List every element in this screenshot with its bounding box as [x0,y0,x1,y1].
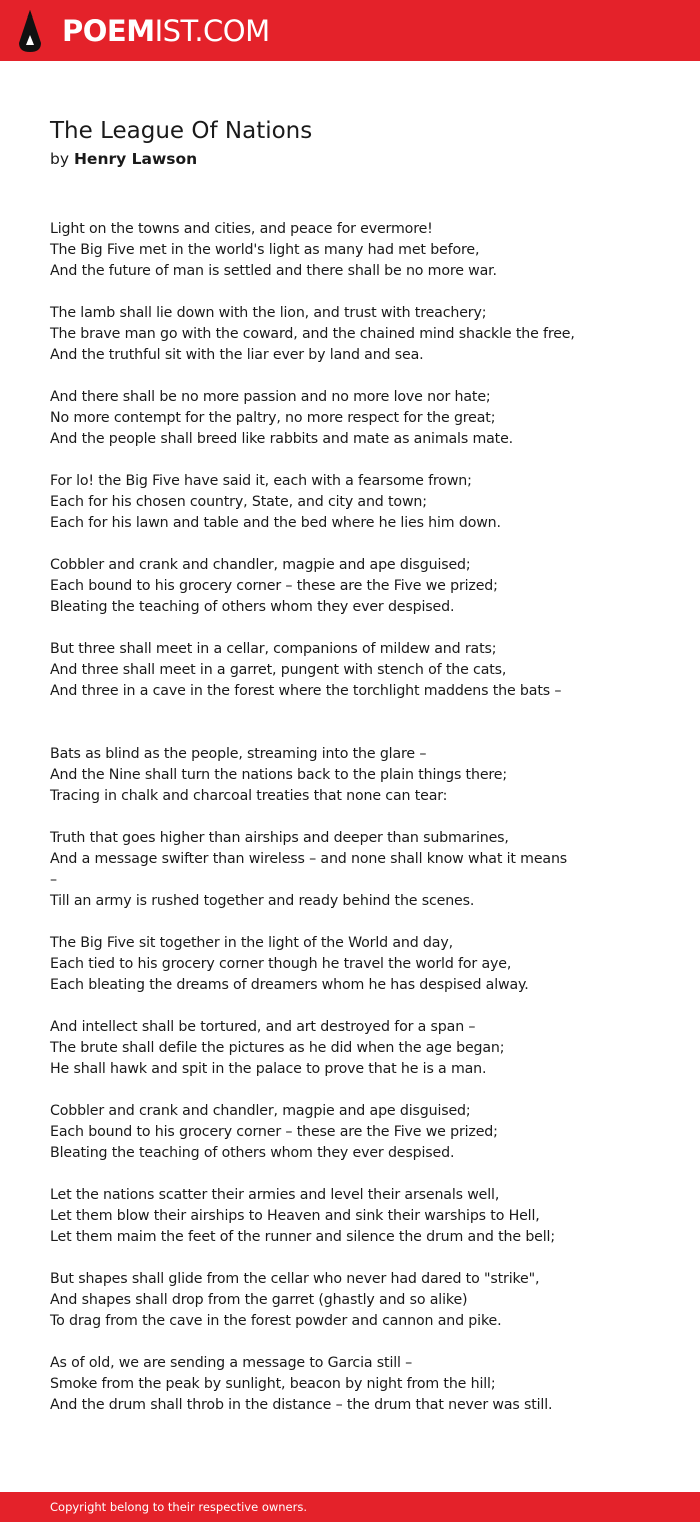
stanza-break [50,534,650,555]
poem-line: And the Nine shall turn the nations back to the plain things there; [50,767,507,783]
poem-line: Each tied to his grocery corner though he travel the world for aye, [50,956,512,972]
logo-bold-text: POEM [62,14,155,48]
poem-line: Till an army is rushed together and ready behind the scenes. [50,893,475,909]
poem-line: Each for his lawn and table and the bed where he lies him down. [50,515,501,531]
poem-title: The League Of Nations [50,118,313,144]
pencil-tip-icon [17,9,43,53]
poem-line: Truth that goes higher than airships and deeper than submarines, [50,830,509,846]
stanza-break [50,282,650,303]
poem-line: Bleating the teaching of others whom they ever despised. [50,1145,455,1161]
poem-line: Let the nations scatter their armies and level their arsenals well, [50,1187,500,1203]
poem-line: But shapes shall glide from the cellar who never had dared to "strike", [50,1271,540,1287]
stanza-break [50,1332,650,1353]
poem-line: Tracing in chalk and charcoal treaties that none can tear: [50,788,448,804]
poem-line: And intellect shall be tortured, and art destroyed for a span – [50,1019,476,1035]
stanza-break [50,996,650,1017]
poem-line: Each bound to his grocery corner – these are the Five we prized; [50,578,498,594]
poem-line: And the people shall breed like rabbits and mate as animals mate. [50,431,514,447]
poem-line: And a message swifter than wireless – and none shall know what it means [50,851,568,867]
poem-line: As of old, we are sending a message to Garcia still – [50,1355,413,1371]
poem-line: The lamb shall lie down with the lion, and trust with treachery; [50,305,487,321]
stanza-break [50,1080,650,1101]
poem-line: Cobbler and crank and chandler, magpie and ape disguised; [50,557,471,573]
poem-line: But three shall meet in a cellar, companions of mildew and rats; [50,641,497,657]
poem-line: The brute shall defile the pictures as he did when the age began; [50,1040,505,1056]
logo-light-text: IST.COM [154,14,270,48]
site-footer [0,1492,700,1522]
poem-line: And there shall be no more passion and no more love nor hate; [50,389,491,405]
poem-line: Let them maim the feet of the runner and silence the drum and the bell; [50,1229,555,1245]
poem-line: He shall hawk and spit in the palace to prove that he is a man. [50,1061,487,1077]
stanza-break [50,702,650,723]
poem-line: Bats as blind as the people, streaming into the glare – [50,746,427,762]
poem-line: Light on the towns and cities, and peace for evermore! [50,221,433,237]
poem-line: And shapes shall drop from the garret (ghastly and so alike) [50,1292,468,1308]
stanza-break [50,1248,650,1269]
poem-line: And the truthful sit with the liar ever by land and sea. [50,347,424,363]
stanza-break [50,366,650,387]
poem-line: Bleating the teaching of others whom they ever despised. [50,599,455,615]
by-label: by [50,150,70,168]
poem-line: And three in a cave in the forest where the torchlight maddens the bats – [50,683,562,699]
poem-line: Cobbler and crank and chandler, magpie and ape disguised; [50,1103,471,1119]
poem-line: Each bleating the dreams of dreamers whom he has despised alway. [50,977,529,993]
poem-line: Let them blow their airships to Heaven and sink their warships to Hell, [50,1208,540,1224]
poem-body [50,219,650,1416]
stanza-break [50,807,650,828]
poem-line: And three shall meet in a garret, pungent with stench of the cats, [50,662,507,678]
site-logo[interactable] [62,12,270,50]
poem-line: To drag from the cave in the forest powder and cannon and pike. [50,1313,502,1329]
poem-line: Each bound to his grocery corner – these are the Five we prized; [50,1124,498,1140]
poem-line: No more contempt for the paltry, no more respect for the great; [50,410,496,426]
stanza-break [50,450,650,471]
poem-line: The Big Five met in the world's light as many had met before, [50,242,480,258]
site-header [0,0,700,61]
poem-line: And the drum shall throb in the distance – the drum that never was still. [50,1397,553,1413]
poem-line: And the future of man is settled and there shall be no more war. [50,263,497,279]
poem-line: The brave man go with the coward, and the chained mind shackle the free, [50,326,575,342]
poem-line: Each for his chosen country, State, and city and town; [50,494,427,510]
copyright-notice: Copyright belong to their respective owners. [50,1500,308,1514]
author-name: Henry Lawson [73,150,198,168]
poem-line: Smoke from the peak by sunlight, beacon by night from the hill; [50,1376,496,1392]
byline [50,148,197,170]
poem-line: – [50,872,57,888]
poem-line: The Big Five sit together in the light of the World and day, [50,935,453,951]
stanza-break [50,912,650,933]
poem-line: For lo! the Big Five have said it, each with a fearsome frown; [50,473,472,489]
stanza-break [50,618,650,639]
stanza-break [50,1164,650,1185]
stanza-break [50,723,650,744]
